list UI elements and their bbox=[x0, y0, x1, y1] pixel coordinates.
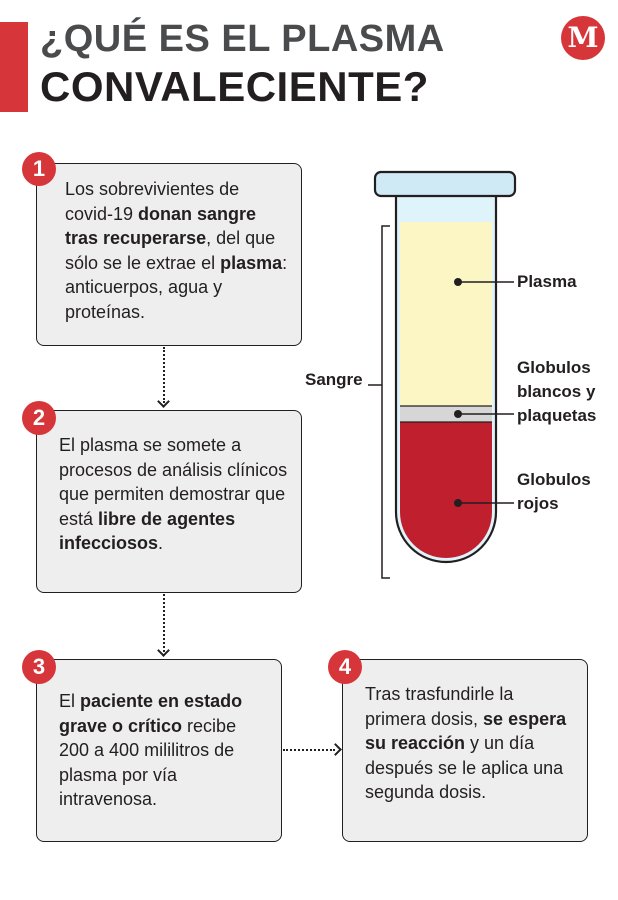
tube-cap bbox=[375, 172, 515, 196]
connector-step-3-to-4 bbox=[283, 749, 335, 751]
globulos-blancos-label: Globulos blancos y plaquetas bbox=[517, 358, 597, 425]
step-text-run: , del que sólo se le extrae el bbox=[65, 228, 276, 273]
plasma-label: Plasma bbox=[517, 272, 577, 291]
globulos-blancos-pointer-dot bbox=[454, 410, 462, 418]
title-line-2: CONVALECIENTE? bbox=[40, 63, 429, 110]
milenio-logo: M bbox=[561, 16, 605, 60]
step-text-run: recibe 200 a 400 mililitros de plasma por vía intravenosa. bbox=[59, 715, 237, 809]
step-text-run: y un día después se le aplica una segunda dosis. bbox=[365, 733, 564, 802]
red-cells-layer bbox=[400, 422, 492, 558]
step-2-card bbox=[36, 410, 302, 593]
plasma-pointer-dot bbox=[454, 278, 462, 286]
step-text-run: El plasma se somete a procesos de análisis clínicos que permiten demostrar que está bbox=[59, 435, 288, 529]
step-4-text bbox=[365, 682, 579, 805]
step-text-emphasis: se espera su reacción bbox=[365, 708, 567, 753]
plasma-layer bbox=[400, 222, 492, 406]
step-text-run: . bbox=[158, 533, 164, 553]
step-1-badge: 1 bbox=[22, 152, 56, 186]
step-text-emphasis: paciente en estado grave o crítico bbox=[59, 691, 243, 736]
step-text-run: Tras trasfundirle la primera dosis, bbox=[365, 684, 514, 729]
step-text-run: El bbox=[59, 691, 81, 711]
step-text-run: Los sobrevivientes de covid-19 bbox=[65, 179, 240, 224]
step-text-emphasis: donan sangre tras recuperarse bbox=[65, 203, 257, 248]
step-2-text bbox=[59, 433, 291, 556]
globulos-rojos-pointer-dot bbox=[454, 499, 462, 507]
step-3-text bbox=[59, 689, 271, 812]
step-3-badge: 3 bbox=[22, 650, 56, 684]
arrow-right-icon bbox=[329, 743, 342, 756]
title-line-1: ¿QUÉ ES EL PLASMA bbox=[40, 18, 445, 60]
step-text-run: : anticuerpos, agua y proteínas. bbox=[65, 252, 288, 322]
arrow-down-icon bbox=[157, 644, 170, 657]
sangre-bracket bbox=[382, 226, 390, 578]
step-2-badge: 2 bbox=[22, 401, 56, 435]
globulos-rojos-label: Globulos rojos bbox=[517, 470, 591, 513]
sangre-label: Sangre bbox=[305, 370, 363, 389]
arrow-down-icon bbox=[157, 395, 170, 408]
page-title bbox=[40, 20, 445, 108]
step-4-badge: 4 bbox=[328, 650, 362, 684]
step-text-emphasis: plasma bbox=[220, 252, 283, 273]
step-text-emphasis: libre de agentes infecciosos bbox=[59, 508, 236, 553]
title-accent-bar bbox=[0, 22, 28, 112]
step-1-text bbox=[65, 177, 291, 324]
step-1-card bbox=[36, 163, 302, 346]
step-4-card bbox=[342, 659, 588, 842]
step-3-card bbox=[36, 659, 282, 842]
